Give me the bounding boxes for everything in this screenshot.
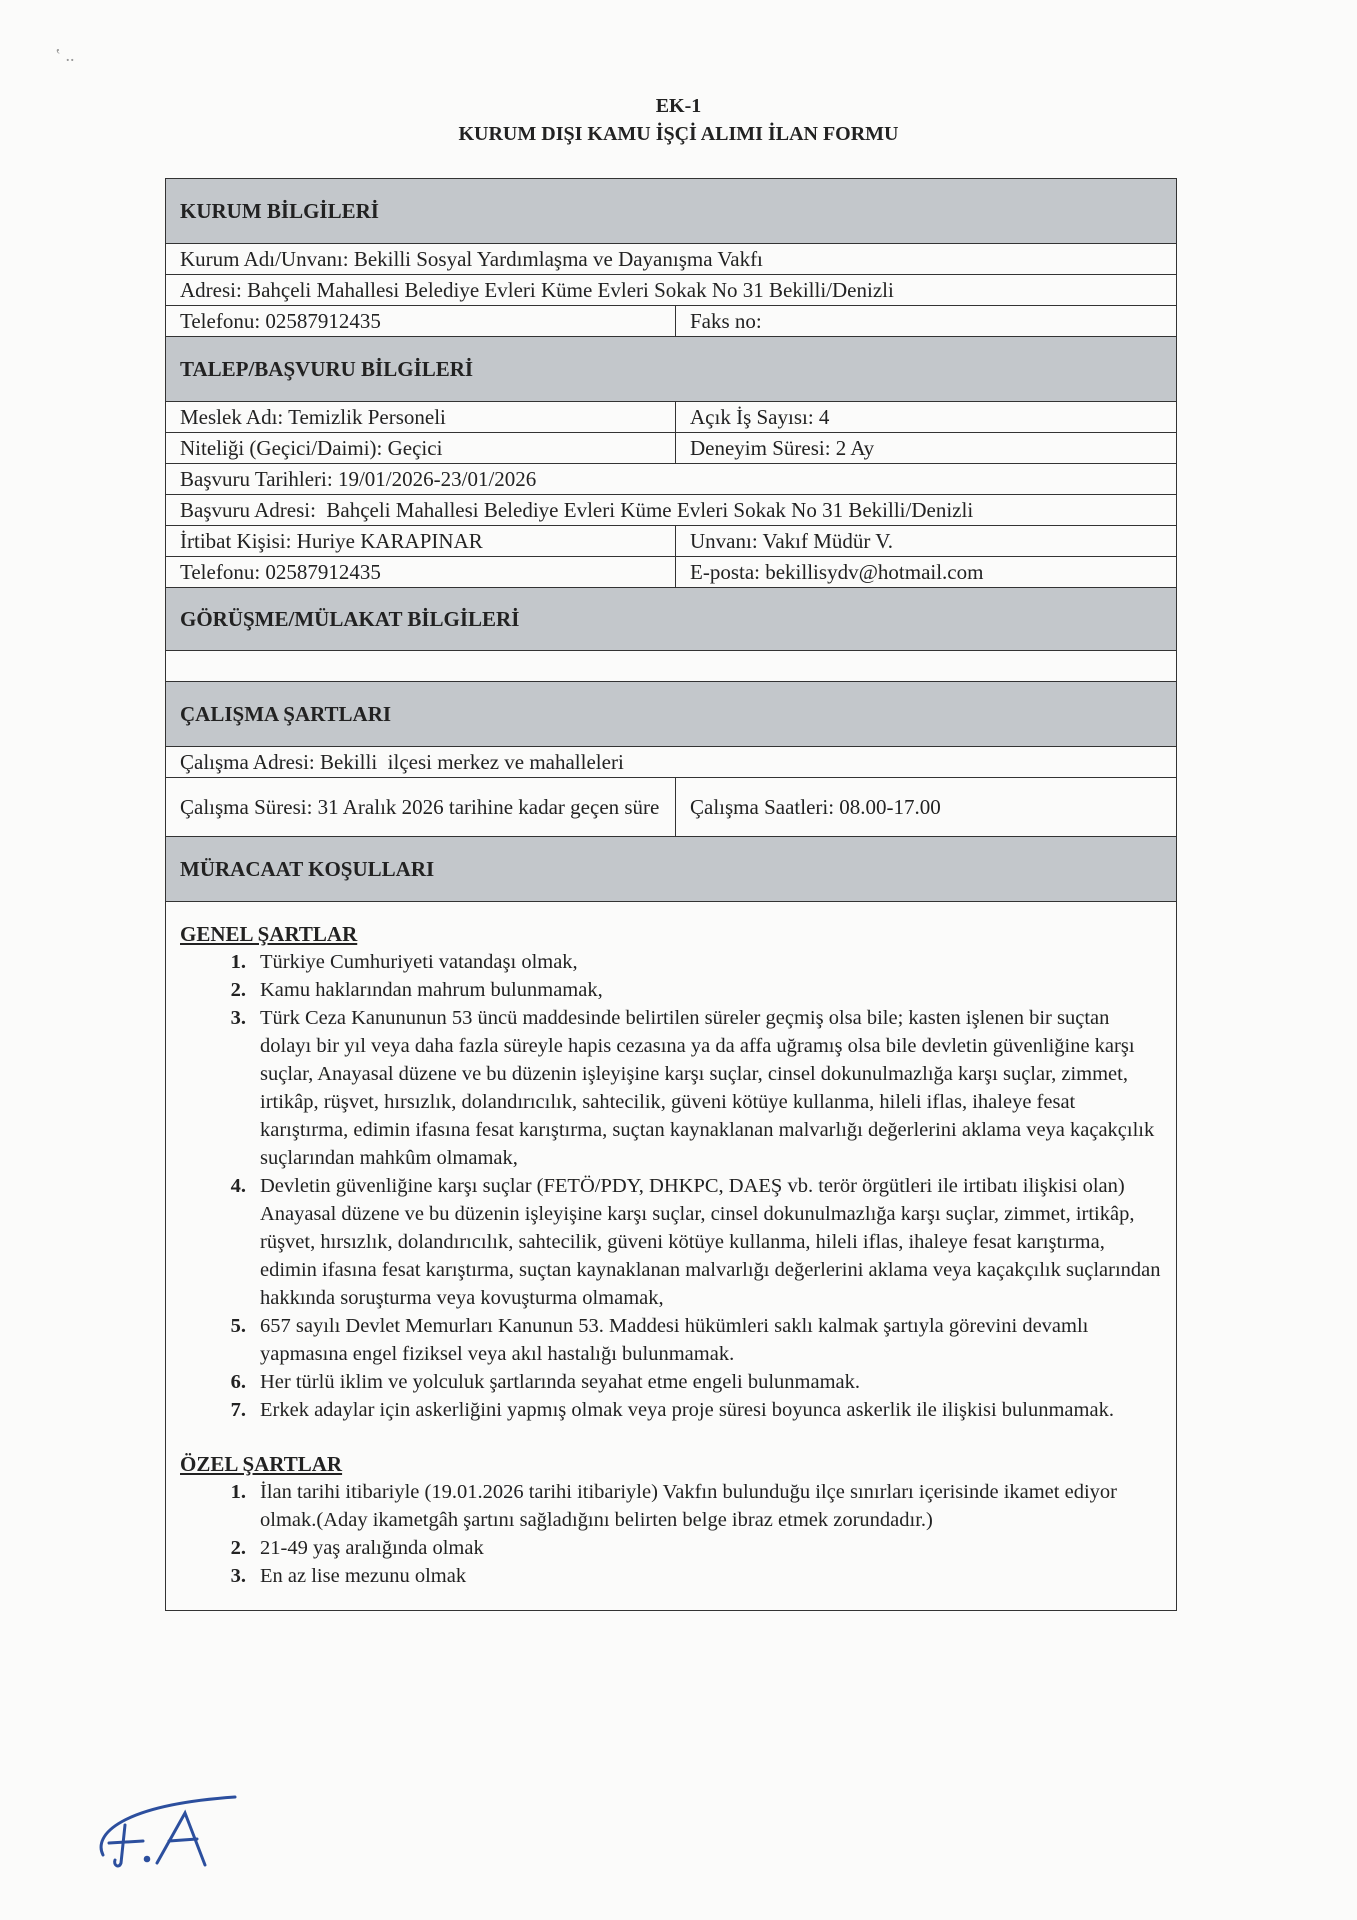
item-number: 2. — [230, 1537, 246, 1559]
kurum-telefon: Telefonu: 02587912435 — [166, 306, 676, 336]
section-kurum: KURUM BİLGİLERİ — [166, 179, 1176, 244]
basvuru-tarihleri: Başvuru Tarihleri: 19/01/2026-23/01/2026 — [180, 466, 537, 491]
calisma-adresi: Çalışma Adresi: Bekilli ilçesi merkez ve mahalleleri — [180, 749, 624, 774]
section-calisma: ÇALIŞMA ŞARTLARI — [166, 682, 1176, 747]
item-text: Her türlü iklim ve yolculuk şartlarında seyahat etme engeli bulunmamak. — [260, 1371, 861, 1393]
item-number: 1. — [230, 1481, 246, 1503]
item-number: 2. — [230, 979, 246, 1001]
item-text: En az lise mezunu olmak — [260, 1565, 467, 1587]
genel-sart-item — [180, 1396, 1162, 1424]
item-number: 1. — [230, 951, 246, 973]
calisma-suresi: Çalışma Süresi: 31 Aralık 2026 tarihine kadar geçen süre — [166, 778, 676, 836]
kurum-faks: Faks no: — [690, 308, 762, 333]
calisma-saatleri: Çalışma Saatleri: 08.00-17.00 — [690, 794, 941, 819]
item-text: 657 sayılı Devlet Memurları Kanunun 53. Maddesi hükümleri saklı kalmak şartıyla görevini devamlı yapmasına engel fiziksel veya akıl hastalığı bulunmamak. — [260, 1315, 1089, 1365]
item-text: Türkiye Cumhuriyeti vatandaşı olmak, — [260, 951, 578, 973]
genel-sart-item — [180, 976, 1162, 1004]
acik-is-sayisi: Açık İş Sayısı: 4 — [690, 404, 830, 429]
genel-sartlar-title: GENEL ŞARTLAR — [180, 922, 358, 946]
item-number: 6. — [230, 1371, 246, 1393]
item-text: Erkek adaylar için askerliğini yapmış olmak veya proje süresi boyunca askerlik ile ilişkisi bulunmamak. — [260, 1399, 1114, 1421]
conditions — [166, 902, 1176, 1610]
section-muracaat: MÜRACAAT KOŞULLARI — [166, 837, 1176, 902]
talep-telefon: Telefonu: 02587912435 — [166, 557, 676, 587]
unvan: Unvanı: Vakıf Müdür V. — [690, 528, 894, 553]
item-text: Türk Ceza Kanununun 53 üncü maddesinde belirtilen süreler geçmiş olsa bile; kasten işlenen bir suçtan dolayı bir yıl veya daha fazla süreyle hapis cezasına ya da affa uğramış olsa bile devletin güvenliğine karşı suçlar, Anayasal düzene ve bu düzenin işleyişine karşı suçlar, cinsel dokunulmazlığa karşı suçlar, zimmet, irtikâp, rüşvet, hırsızlık, dolandırıcılık, sahtecilik, güveni kötüye kullanma, hileli iflas, ihaleye fesat karıştırma, edimin ifasına fesat karıştırma, suçtan kaynaklanan malvarlığı değerlerini aklama veya kaçakçılık suçlarından mahkûm olmamak, — [260, 1007, 1155, 1169]
section-talep: TALEP/BAŞVURU BİLGİLERİ — [166, 337, 1176, 402]
niteligi: Niteliği (Geçici/Daimi): Geçici — [166, 433, 676, 463]
ozel-sartlar-list — [180, 1478, 1162, 1590]
meslek-adi: Meslek Adı: Temizlik Personeli — [166, 402, 676, 432]
section-gorusme: GÖRÜŞME/MÜLAKAT BİLGİLERİ — [166, 588, 1176, 651]
signature — [85, 1785, 255, 1880]
ozel-sart-item — [180, 1562, 1162, 1590]
form-table — [165, 178, 1177, 1611]
basvuru-adresi: Başvuru Adresi: Bahçeli Mahallesi Belediye Evleri Küme Evleri Sokak No 31 Bekilli/Denizli — [180, 497, 974, 522]
irtibat-kisisi: İrtibat Kişisi: Huriye KARAPINAR — [166, 526, 676, 556]
item-number: 4. — [230, 1175, 246, 1197]
deneyim-suresi: Deneyim Süresi: 2 Ay — [690, 435, 875, 460]
form-title: KURUM DIŞI KAMU İŞÇİ ALIMI İLAN FORMU — [458, 123, 899, 145]
kurum-adi: Kurum Adı/Unvanı: Bekilli Sosyal Yardımlaşma ve Dayanışma Vakfı — [180, 246, 763, 271]
ozel-sartlar-title: ÖZEL ŞARTLAR — [180, 1452, 343, 1476]
genel-sartlar-list — [180, 948, 1162, 1424]
item-number: 3. — [230, 1565, 246, 1587]
form-code: EK-1 — [655, 95, 702, 117]
item-number: 7. — [230, 1399, 246, 1421]
genel-sart-item — [180, 948, 1162, 976]
ozel-sart-item — [180, 1478, 1162, 1534]
genel-sart-item — [180, 1368, 1162, 1396]
genel-sart-item — [180, 1172, 1162, 1312]
gorusme-blank-row — [166, 651, 1176, 682]
genel-sart-item — [180, 1312, 1162, 1368]
scan-mark: ‛ .. — [55, 45, 75, 65]
item-text: İlan tarihi itibariyle (19.01.2026 tarihi itibariyle) Vakfın bulunduğu ilçe sınırları içerisinde ikamet ediyor olmak.(Aday ikametgâh şartını sağladığını belirten belge ibraz etmek zorundadır.) — [260, 1481, 1117, 1531]
item-text: Kamu haklarından mahrum bulunmamak, — [260, 979, 603, 1001]
item-text: 21-49 yaş aralığında olmak — [260, 1537, 484, 1559]
genel-sart-item — [180, 1004, 1162, 1172]
ozel-sart-item — [180, 1534, 1162, 1562]
item-text: Devletin güvenliğine karşı suçlar (FETÖ/PDY, DHKPC, DAEŞ vb. terör örgütleri ile irtibatı ilişkisi olan) Anayasal düzene ve bu düzenin işleyişine karşı suçlar, cinsel dokunulmazlığa karşı suçlar, zimmet, irtikâp, rüşvet, hırsızlık, dolandırıcılık, sahtecilik, güveni kötüye kullanma, hileli iflas, ihaleye fesat karıştırma, edimin ifasına fesat karıştırma, suçtan kaynaklanan malvarlığı değerlerini aklama veya kaçakçılık suçlarından hakkında soruşturma veya kovuşturma olmamak, — [260, 1175, 1161, 1309]
item-number: 3. — [230, 1007, 246, 1029]
item-number: 5. — [230, 1315, 246, 1337]
eposta: E-posta: bekillisydv@hotmail.com — [690, 559, 984, 584]
kurum-adres: Adresi: Bahçeli Mahallesi Belediye Evleri Küme Evleri Sokak No 31 Bekilli/Denizli — [180, 277, 894, 302]
